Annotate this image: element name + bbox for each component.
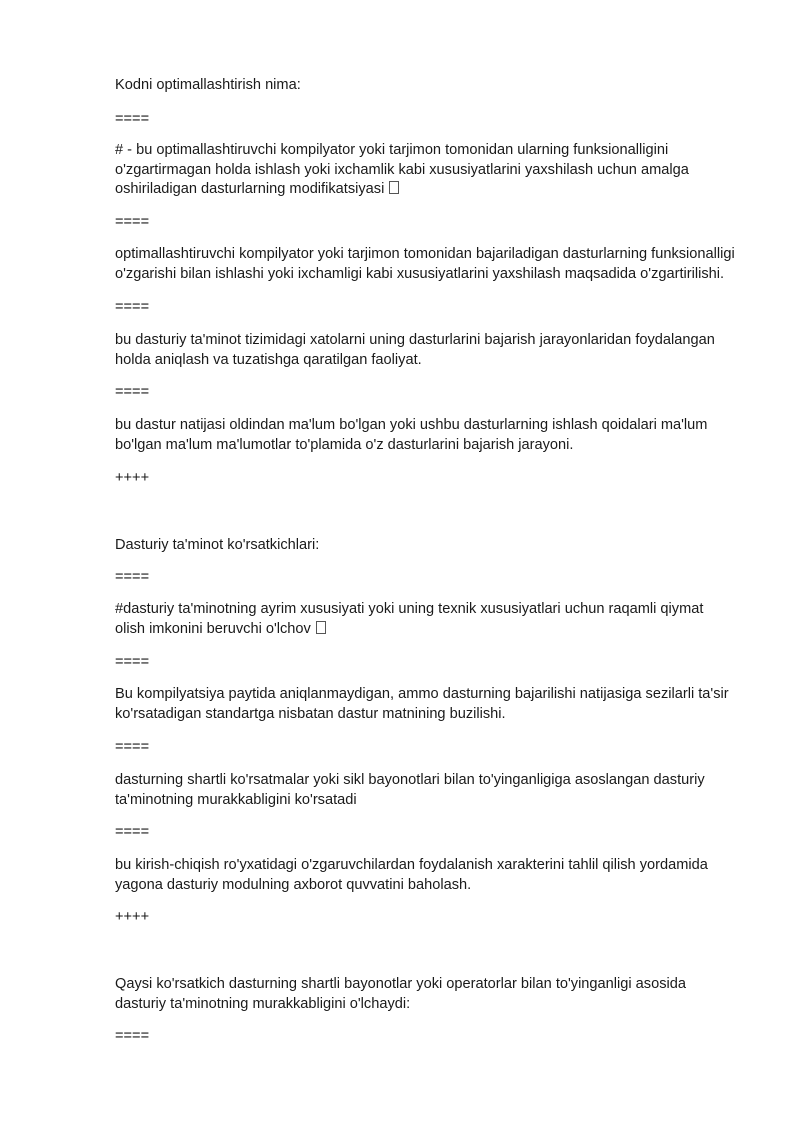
answer-option bbox=[115, 331, 755, 370]
text-line: bu dasturiy ta'minot tizimidagi xatolarni uning dasturlarini bajarish jarayonlaridan foydalangan bbox=[115, 332, 715, 348]
question-heading bbox=[115, 975, 755, 1014]
separator bbox=[115, 823, 755, 843]
question-heading bbox=[115, 536, 755, 556]
text-line: ==== bbox=[115, 1028, 150, 1044]
text-line: Qaysi ko'rsatkich dasturning shartli bayonotlar yoki operatorlar bilan to'yinganligi asosida bbox=[115, 976, 686, 992]
answer-option bbox=[115, 416, 755, 455]
separator bbox=[115, 653, 755, 673]
text-line: o'zgarishi bilan ishlashi yoki ixchamligi kabi xususiyatlarini yaxshilash maqsadida o'zgartirilishi. bbox=[115, 265, 725, 282]
answer-option bbox=[115, 685, 755, 724]
text-line: Bu kompilyatsiya paytida aniqlanmaydigan, ammo dasturning bajarilishi natijasiga sezilarli ta'sir bbox=[115, 686, 729, 702]
text-line: # - bu optimallashtiruvchi kompilyator yoki tarjimon tomonidan ularning funksionalligini bbox=[115, 142, 669, 158]
text-line: bu kirish-chiqish ro'yxatidagi o'zgaruvchilardan foydalanish xarakterini tahlil qilish yordamida bbox=[115, 857, 708, 873]
text-line: Kodni optimallashtirish nima: bbox=[115, 77, 301, 93]
text-line: ta'minotning murakkabligini ko'rsatadi bbox=[115, 791, 357, 808]
text-line: ==== bbox=[115, 111, 150, 127]
text-line: ==== bbox=[115, 214, 150, 230]
text-line: o'zgartirmagan holda ishlash yoki ixchamlik kabi xususiyatlarini yaxshilash uchun amalga bbox=[115, 161, 689, 178]
text-line: ==== bbox=[115, 299, 150, 315]
question-end-marker bbox=[115, 469, 755, 489]
text-line: dasturning shartli ko'rsatmalar yoki sikl bayonotlari bilan to'yinganligiga asoslangan dasturiy bbox=[115, 772, 705, 788]
answer-option bbox=[115, 856, 755, 895]
text-line: optimallashtiruvchi kompilyator yoki tarjimon tomonidan bajariladigan dasturlarning funksionalligi bbox=[115, 246, 735, 262]
separator bbox=[115, 383, 755, 403]
text-line: holda aniqlash va tuzatishga qaratilgan faoliyat. bbox=[115, 351, 422, 368]
text-line: ==== bbox=[115, 739, 150, 755]
text-line: ==== bbox=[115, 824, 150, 840]
text-line: bu dastur natijasi oldindan ma'lum bo'lgan yoki ushbu dasturlarning ishlash qoidalari ma'lum bbox=[115, 417, 708, 433]
text-line: bo'lgan ma'lum ma'lumotlar to'plamida o'z dasturlarini bajarish jarayoni. bbox=[115, 436, 574, 453]
answer-option bbox=[115, 771, 755, 810]
separator bbox=[115, 298, 755, 318]
answer-option bbox=[115, 245, 755, 284]
placeholder-glyph-icon bbox=[316, 621, 326, 634]
separator bbox=[115, 213, 755, 233]
text-line: ==== bbox=[115, 654, 150, 670]
question-heading bbox=[115, 76, 755, 96]
text-line: ++++ bbox=[115, 470, 150, 486]
text-line: oshiriladigan dasturlarning modifikatsiyasi bbox=[115, 181, 385, 197]
text-line: ko'rsatadigan standartga nisbatan dastur matnining buzilishi. bbox=[115, 705, 506, 722]
placeholder-glyph-icon bbox=[389, 181, 399, 194]
text-line: ++++ bbox=[115, 909, 150, 925]
text-line: olish imkonini beruvchi o'lchov bbox=[115, 620, 311, 637]
text-line: #dasturiy ta'minotning ayrim xususiyati yoki uning texnik xususiyatlari uchun raqamli qiymat bbox=[115, 601, 704, 617]
separator bbox=[115, 738, 755, 758]
text-line: ==== bbox=[115, 569, 150, 585]
answer-option bbox=[115, 141, 755, 200]
separator bbox=[115, 568, 755, 588]
text-line: yagona dasturiy modulning axborot quvvatini baholash. bbox=[115, 876, 472, 893]
text-line: dasturiy ta'minotning murakkabligini o'lchaydi: bbox=[115, 995, 411, 1012]
separator bbox=[115, 1027, 755, 1047]
answer-option bbox=[115, 600, 755, 639]
separator bbox=[115, 110, 755, 130]
question-end-marker bbox=[115, 908, 755, 928]
text-line: Dasturiy ta'minot ko'rsatkichlari: bbox=[115, 537, 320, 553]
text-line: ==== bbox=[115, 384, 150, 400]
